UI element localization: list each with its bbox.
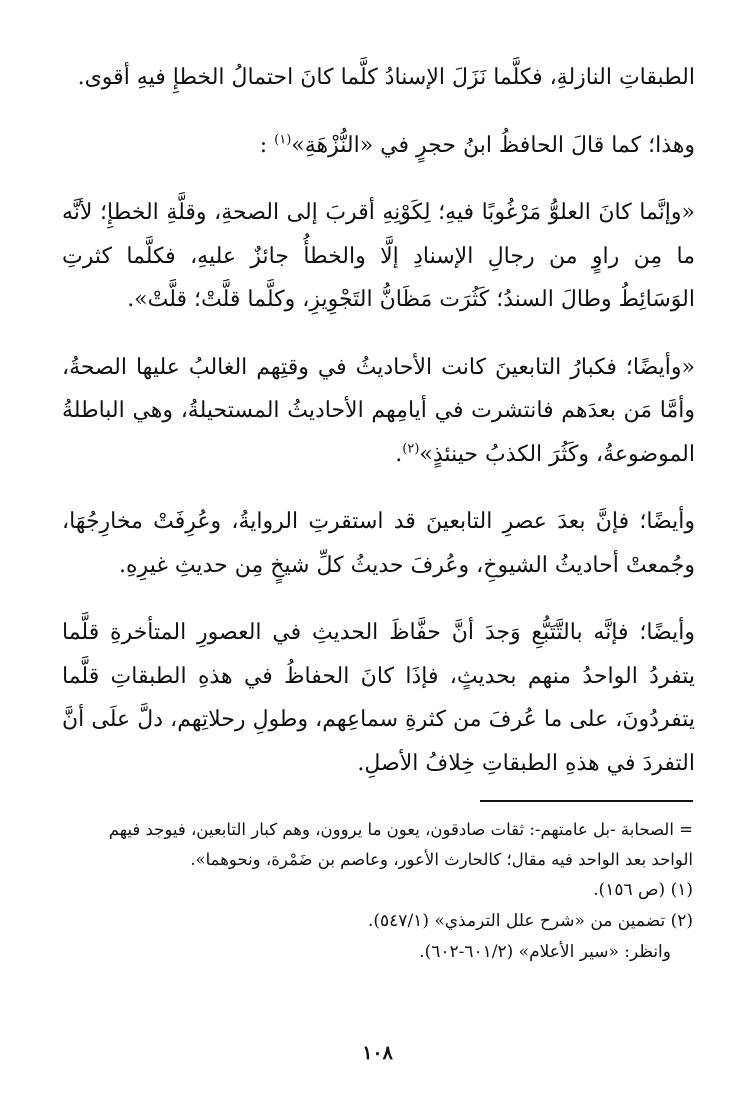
- paragraph-text: وأيضًا؛ فإنَّه بالتَّتَبُّعِ وَجدَ أنَّ حفَّاظَ الحديثِ في العصورِ المتأخرةِ قلَّما يتفردُ الواحدُ منهم بحديثٍ، فإذَا كانَ الحفاظُ في هذهِ الطبقاتِ قلَّما يتفردُونَ، على ما عُرفَ من كثرةِ سماعِهم، وطولِ رحلاتِهم، دلَّ علَى أنَّ التفردَ في هذهِ الطبقاتِ خِلافُ الأصلِ.: [62, 620, 695, 776]
- paragraph-suffix: .: [395, 441, 403, 467]
- footnote-continuation: = الصحابة -بل عامتهم-: ثقات صادقون، يعون ما يروون، وهم كبار التابعين، فيوجد فيهم الواحد بعد الواحد فيه مقال؛ كالحارث الأعور، وعاصم بن ضَمْرة، ونحوهما».: [108, 820, 693, 869]
- footnote-separator: [480, 800, 693, 802]
- paragraph-text: «وأيضًا؛ فكبارُ التابعينَ كانت الأحاديثُ في وقتِهم الغالبُ عليها الصحةُ، وأمَّا مَن بعدَهم فانتشرت في أيامِهم الأحاديثُ المستحيلةُ، وهي الباطلةُ الموضوعةُ، وكَثُرَ الكذبُ حينئذٍ»: [62, 354, 695, 467]
- paragraph-text: وأيضًا؛ فإنَّ بعدَ عصرِ التابعينَ قد استقرتِ الروايةُ، وعُرِفَتْ مخارِجُهَا، وجُمعتْ أحاديثُ الشيوخِ، وعُرفَ حديثُ كلِّ شيخٍ مِن حديثِ غيرِهِ.: [62, 509, 695, 578]
- footnote-item: وانظر: «سير الأعلام» (٦٠١/٢-٦٠٢).: [419, 942, 671, 962]
- paragraph-suffix: :: [259, 132, 268, 158]
- footnote-marker: (١): [274, 132, 292, 148]
- paragraph: [62, 500, 695, 587]
- footnotes: [62, 815, 693, 968]
- paragraph-quote: [62, 346, 695, 477]
- paragraph: [62, 56, 695, 100]
- footnote-marker: (٢): [402, 441, 420, 457]
- paragraph-quote: [62, 191, 695, 322]
- page-number: ١٠٨: [362, 1042, 393, 1064]
- main-text: [62, 56, 695, 785]
- footnote-item: (١) (ص ١٥٦).: [593, 880, 693, 900]
- paragraph-text: «وإنَّما كانَ العلوُّ مَرْغُوبًا فيهِ؛ لِكَوْنِهِ أقربَ إلى الصحةِ، وقلَّةِ الخطإِ؛ لأنَّه ما مِن راوٍ من رجالِ الإسنادِ إلَّا والخطأُ جائزٌ عليهِ، فكلَّما كثرتِ الوَسَائِطُ وطالَ السندُ؛ كَثُرَت مَظَانُّ التَجْوِيزِ، وكلَّما قلَّتْ؛ قلَّتْ».: [62, 200, 695, 312]
- paragraph-text: الطبقاتِ النازلةِ، فكلَّما نَزَلَ الإسنادُ كلَّما كانَ احتمالُ الخطإِ فيهِ أقوى.: [77, 65, 695, 90]
- paragraph-text: وهذا؛ كما قالَ الحافظُ ابنُ حجرٍ في «النُّزْهَةِ»: [291, 132, 695, 158]
- footnote-item: (٢) تضمين من «شرح علل الترمذي» (٥٤٧/١).: [368, 911, 693, 931]
- paragraph: [62, 611, 695, 785]
- paragraph: [62, 124, 695, 168]
